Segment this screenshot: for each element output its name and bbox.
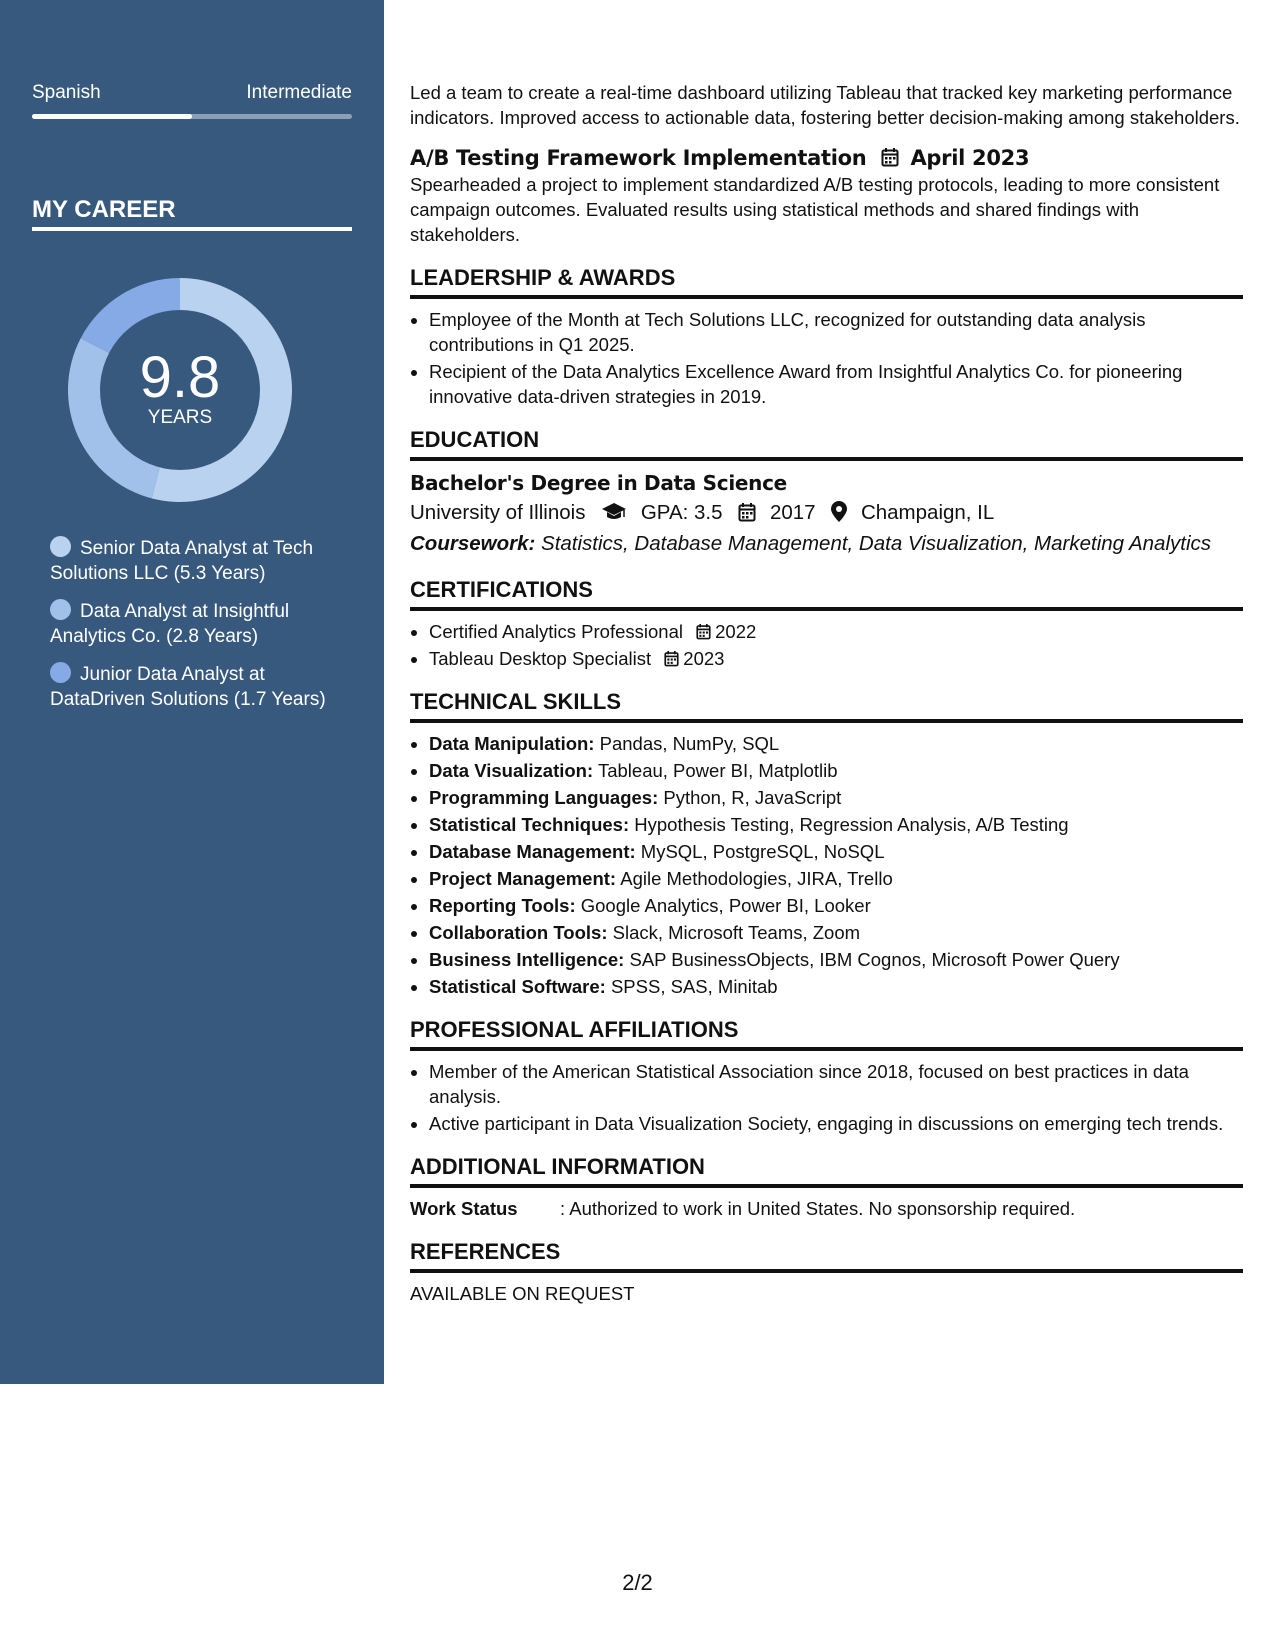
- references-heading: REFERENCES: [410, 1237, 1243, 1273]
- career-divider: [32, 227, 352, 231]
- education-degree: Bachelor's Degree in Data Science: [410, 471, 787, 495]
- skills-list: [410, 731, 1243, 999]
- affiliations-list: [410, 1059, 1243, 1136]
- graduation-cap-icon: [601, 502, 627, 522]
- certifications-heading: CERTIFICATIONS: [410, 575, 1243, 611]
- list-item: [429, 947, 1243, 972]
- skill-value: MySQL, PostgreSQL, NoSQL: [640, 841, 885, 862]
- skill-value: Python, R, JavaScript: [663, 787, 842, 808]
- work-status-row: [410, 1196, 1243, 1221]
- calendar-icon: [881, 147, 899, 167]
- legend-item: [50, 662, 350, 712]
- list-item: • Active participant in Data Visualization Society, engaging in discussions on emerging tech trends.: [429, 1111, 1243, 1136]
- skill-label: Data Visualization:: [429, 760, 594, 781]
- language-proficiency-fill: [32, 114, 192, 119]
- list-item: • Member of the American Statistical Association since 2018, focused on best practices in data analysis.: [429, 1059, 1243, 1109]
- legend-dot: [50, 662, 71, 683]
- list-item: [429, 812, 1243, 837]
- legend-dot: [50, 599, 71, 620]
- list-item: [429, 893, 1243, 918]
- legend-label: Senior Data Analyst at Tech Solutions LLC (5.3 Years): [50, 538, 314, 584]
- work-status-label: Work Status: [410, 1198, 518, 1219]
- coursework-label: Coursework:: [410, 532, 536, 555]
- list-item: [429, 866, 1243, 891]
- education-year: 2017: [769, 501, 816, 524]
- list-item: • Recipient of the Data Analytics Excellence Award from Insightful Analytics Co. for pioneering innovative data-driven strategies in 2019.: [429, 359, 1243, 409]
- career-donut-chart: [62, 272, 298, 508]
- education-gpa: GPA: 3.5: [640, 501, 723, 524]
- legend-item: [50, 536, 350, 586]
- skill-label: Reporting Tools:: [429, 895, 576, 916]
- legend-item: [50, 599, 350, 649]
- list-item: [429, 839, 1243, 864]
- calendar-icon: [696, 623, 711, 640]
- project-date: April 2023: [910, 146, 1030, 170]
- leadership-heading: LEADERSHIP & AWARDS: [410, 263, 1243, 299]
- project-title: A/B Testing Framework Implementation: [410, 146, 867, 170]
- education-coursework: [410, 528, 1243, 559]
- skill-value: SAP BusinessObjects, IBM Cognos, Microsoft Power Query: [629, 949, 1120, 970]
- language-row: [32, 82, 352, 104]
- list-item: • Employee of the Month at Tech Solutions LLC, recognized for outstanding data analysis contributions in Q1 2025.: [429, 307, 1243, 357]
- legend-dot: [50, 536, 71, 557]
- list-item: [429, 646, 1243, 671]
- skills-heading: TECHNICAL SKILLS: [410, 687, 1243, 723]
- career-heading: MY CAREER: [32, 196, 176, 223]
- skill-value: Slack, Microsoft Teams, Zoom: [612, 922, 861, 943]
- affiliations-heading: PROFESSIONAL AFFILIATIONS: [410, 1015, 1243, 1051]
- list-item: [429, 785, 1243, 810]
- list-item: [429, 731, 1243, 756]
- certification-name: Tableau Desktop Specialist: [429, 648, 652, 669]
- page-number: 2/2: [622, 1570, 653, 1595]
- education-details: [410, 497, 1243, 528]
- skill-value: Hypothesis Testing, Regression Analysis, A/B Testing: [634, 814, 1069, 835]
- work-status-value: : Authorized to work in United States. No sponsorship required.: [560, 1198, 1076, 1219]
- project-title-row: [410, 144, 1243, 172]
- language-level: Intermediate: [246, 82, 352, 103]
- legend-label: Junior Data Analyst at DataDriven Solutions (1.7 Years): [50, 664, 326, 710]
- certification-name: Certified Analytics Professional: [429, 621, 683, 642]
- skill-label: Business Intelligence:: [429, 949, 625, 970]
- career-legend: [50, 536, 350, 725]
- education-heading: EDUCATION: [410, 425, 1243, 461]
- skill-label: Project Management:: [429, 868, 617, 889]
- coursework-list: Statistics, Database Management, Data Visualization, Marketing Analytics: [541, 532, 1212, 555]
- certifications-list: [410, 619, 1243, 671]
- skill-label: Database Management:: [429, 841, 636, 862]
- skill-label: Collaboration Tools:: [429, 922, 608, 943]
- skill-value: Tableau, Power BI, Matplotlib: [597, 760, 838, 781]
- skill-label: Programming Languages:: [429, 787, 659, 808]
- main-content: [410, 80, 1243, 1306]
- calendar-icon: [738, 502, 756, 522]
- project-description: Spearheaded a project to implement standardized A/B testing protocols, leading to more consistent campaign outcomes. Evaluated results using statistical methods and shared findings with stakeholders.: [410, 174, 1220, 245]
- skill-value: Google Analytics, Power BI, Looker: [580, 895, 871, 916]
- skill-value: Pandas, NumPy, SQL: [599, 733, 780, 754]
- career-total-value: 9.8: [139, 345, 221, 410]
- sidebar: [0, 0, 384, 1384]
- additional-info-heading: ADDITIONAL INFORMATION: [410, 1152, 1243, 1188]
- map-pin-icon: [831, 501, 847, 522]
- list-item: [429, 920, 1243, 945]
- education-school: University of Illinois: [410, 501, 586, 524]
- language-name: Spanish: [32, 82, 101, 103]
- skill-label: Statistical Techniques:: [429, 814, 630, 835]
- references-text: AVAILABLE ON REQUEST: [410, 1283, 635, 1304]
- education-location: Champaign, IL: [860, 501, 995, 524]
- list-item: [429, 974, 1243, 999]
- career-total-unit: YEARS: [147, 407, 213, 428]
- calendar-icon: [664, 650, 679, 667]
- skill-value: SPSS, SAS, Minitab: [610, 976, 778, 997]
- skill-label: Data Manipulation:: [429, 733, 595, 754]
- list-item: [429, 758, 1243, 783]
- skill-label: Statistical Software:: [429, 976, 606, 997]
- skill-value: Agile Methodologies, JIRA, Trello: [620, 868, 893, 889]
- certification-year: 2023: [683, 648, 725, 669]
- project-intro-text: Led a team to create a real-time dashboard utilizing Tableau that tracked key marketing performance indicators. Improved access to actionable data, fostering better decision-making among stakeholders.: [410, 82, 1240, 128]
- list-item: [429, 619, 1243, 644]
- legend-label: Data Analyst at Insightful Analytics Co. (2.8 Years): [50, 601, 290, 647]
- certification-year: 2022: [715, 621, 757, 642]
- leadership-list: [410, 307, 1243, 409]
- language-proficiency-bar: [32, 114, 352, 119]
